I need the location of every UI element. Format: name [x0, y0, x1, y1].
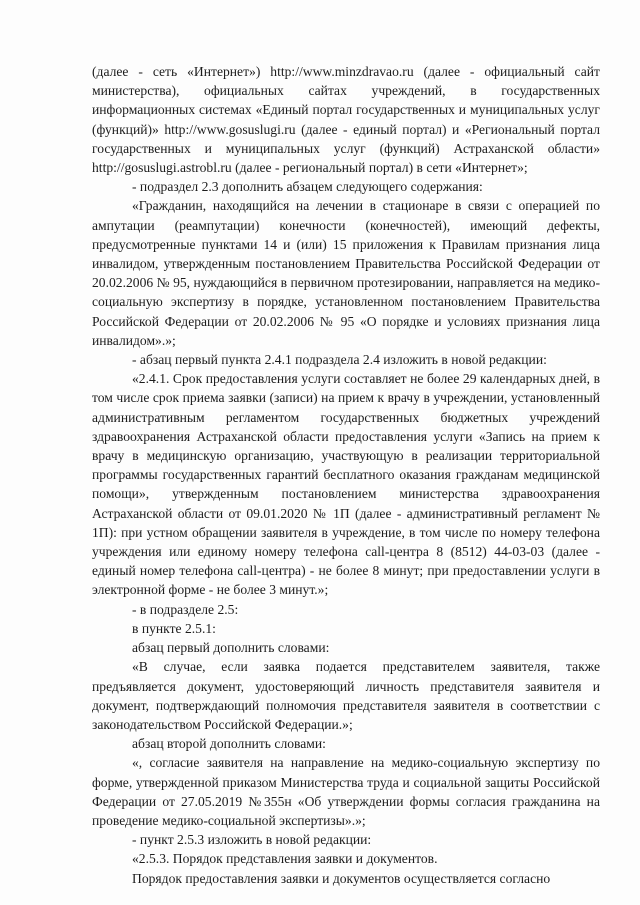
paragraph: (далее - сеть «Интернет») http://www.minzdravao.ru (далее - официальный сайт министерства), официальных сайтах учреждений, в государственных информационных системах «Единый портал государственных и муниципальных услуг (функций)» http://www.gosuslugi.ru (далее - единый портал) и «Региональный портал государственных и муниципальных услуг (функций) Астраханской области» http://gosuslugi.astrobl.ru (далее - региональный портал) в сети «Интернет»; [92, 64, 600, 176]
paragraph: абзац первый дополнить словами: [132, 640, 330, 656]
paragraph: - абзац первый пункта 2.4.1 подраздела 2.4 изложить в новой редакции: [132, 352, 547, 368]
paragraph: «, согласие заявителя на направление на медико-социальную экспертизу по форме, утвержденной приказом Министерства труда и социальной защиты Российской Федерации от 27.05.2019 №355н «Об утверждении формы согласия гражданина на проведение медико-социальной экспертизы».»; [92, 755, 600, 828]
paragraph: «Гражданин, находящийся на лечении в стационаре в связи с операцией по ампутации (реампутации) конечности (конечностей), имеющий дефекты, предусмотренные пунктами 14 и (или) 15 приложения к Правилам признания лица инвалидом, утвержденным постановлением Правительства Российской Федерации от 20.02.2006 № 95, нуждающийся в первичном протезировании, направляется на медико-социальную экспертизу в порядке, установленном постановлением Правительства Российской Федерации от 20.02.2006 № 95 «О порядке и условиях признания лица инвалидом».»; [92, 198, 600, 348]
paragraph: «В случае, если заявка подается представителем заявителя, также предъявляется документ, удостоверяющий личность представителя заявителя и документ, подтверждающий полномочия представителя заявителя в соответствии с законодательством Российской Федерации.»; [92, 659, 600, 732]
paragraph: - пункт 2.5.3 изложить в новой редакции: [132, 832, 372, 848]
paragraph: - подраздел 2.3 дополнить абзацем следующего содержания: [132, 179, 483, 195]
paragraph: Порядок предоставления заявки и документов осуществляется согласно [132, 870, 551, 886]
paragraph: абзац второй дополнить словами: [132, 736, 326, 752]
paragraph: «2.5.3. Порядок представления заявки и документов. [132, 851, 438, 867]
paragraph: в пункте 2.5.1: [132, 620, 216, 636]
paragraph: «2.4.1. Срок предоставления услуги составляет не более 29 календарных дней, в том числе срок приема заявки (записи) на прием к врачу в учреждении, установленный административным регламентом государственных бюджетных учреждений здравоохранения Астраханской области предоставления услуги «Запись на прием к врачу в медицинскую организацию, участвующую в реализации территориальной программы государственных гарантий бесплатного оказания гражданам медицинской помощи», утвержденным постановлением министерства здравоохранения Астраханской области от 09.01.2020 № 1П (далее - административный регламент № 1П): при устном обращении заявителя в учреждение, в том числе по номеру телефона учреждения или единому номеру телефона call-центра 8 (8512) 44-03-03 (далее - единый номер телефона call-центра) - не более 8 минут; при предоставлении услуги в электронной форме - не более 3 минут.»; [92, 371, 600, 598]
paragraph: - в подразделе 2.5: [132, 601, 239, 617]
